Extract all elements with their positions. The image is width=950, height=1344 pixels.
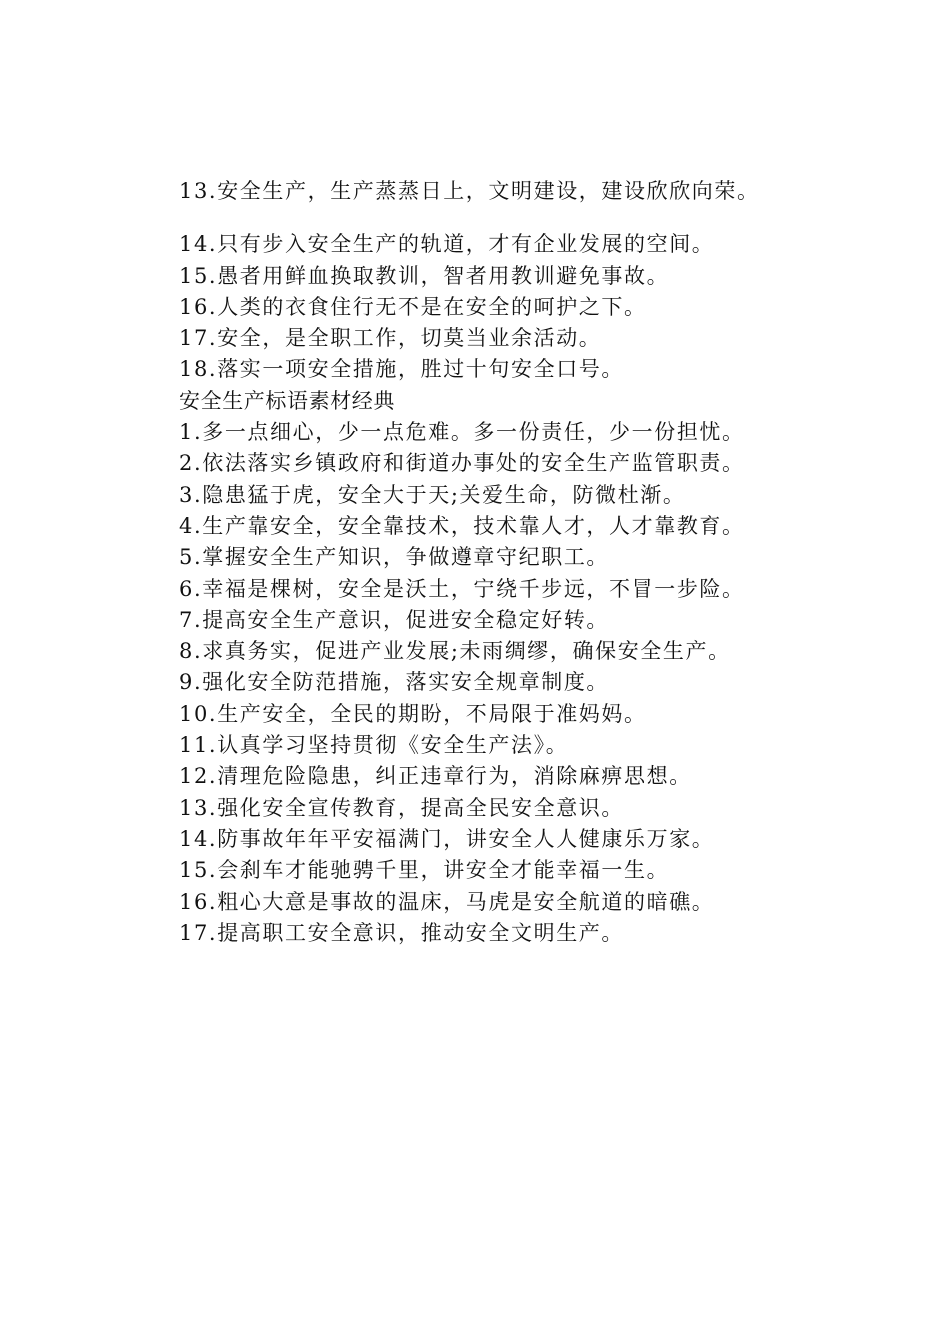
- slogan-item-1: 1.多一点细心，少一点危难。多一份责任，少一份担忧。: [179, 420, 745, 445]
- slogan-line-17: 17.安全，是全职工作，切莫当业余活动。: [179, 326, 602, 351]
- slogan-item-15: 15.会刹车才能驰骋千里，讲安全才能幸福一生。: [179, 858, 670, 883]
- slogan-item-17: 17.提高职工安全意识，推动安全文明生产。: [179, 920, 624, 945]
- slogan-item-16: 16.粗心大意是事故的温床，马虎是安全航道的暗礁。: [179, 889, 715, 914]
- paragraph-gap: [179, 207, 919, 229]
- slogan-item-13: 13.强化安全宣传教育，提高全民安全意识。: [179, 795, 624, 820]
- slogan-item-12: 12.清理危险隐患，纠正违章行为，消除麻痹思想。: [179, 764, 692, 789]
- slogan-line-14: 14.只有步入安全生产的轨道，才有企业发展的空间。: [179, 232, 715, 257]
- slogan-line-18: 18.落实一项安全措施，胜过十句安全口号。: [179, 357, 624, 382]
- slogan-item-14: 14.防事故年年平安福满门，讲安全人人健康乐万家。: [179, 826, 715, 851]
- slogan-item-2: 2.依法落实乡镇政府和街道办事处的安全生产监管职责。: [179, 451, 745, 476]
- slogan-item-4: 4.生产靠安全，安全靠技术，技术靠人才，人才靠教育。: [179, 513, 745, 538]
- slogan-line-15: 15.愚者用鲜血换取教训，智者用教训避免事故。: [179, 263, 670, 288]
- slogan-item-10: 10.生产安全，全民的期盼，不局限于准妈妈。: [179, 701, 647, 726]
- slogan-item-8: 8.求真务实，促进产业发展;未雨绸缪，确保安全生产。: [179, 639, 731, 664]
- document-body: [179, 176, 919, 949]
- slogan-item-6: 6.幸福是棵树，安全是沃土，宁绕千步远，不冒一步险。: [179, 576, 745, 601]
- slogan-item-7: 7.提高安全生产意识，促进安全稳定好转。: [179, 607, 610, 632]
- slogan-line-16: 16.人类的衣食住行无不是在安全的呵护之下。: [179, 294, 647, 319]
- slogan-line-13: 13.安全生产，生产蒸蒸日上，文明建设，建设欣欣向荣。: [179, 179, 760, 203]
- slogan-item-11: 11.认真学习坚持贯彻《安全生产法》。: [179, 733, 569, 758]
- slogan-item-3: 3.隐患猛于虎，安全大于天;关爱生命，防微杜渐。: [179, 482, 686, 507]
- section-heading: 安全生产标语素材经典: [179, 388, 395, 413]
- slogan-item-9: 9.强化安全防范措施，落实安全规章制度。: [179, 670, 610, 695]
- slogan-item-5: 5.掌握安全生产知识，争做遵章守纪职工。: [179, 545, 610, 570]
